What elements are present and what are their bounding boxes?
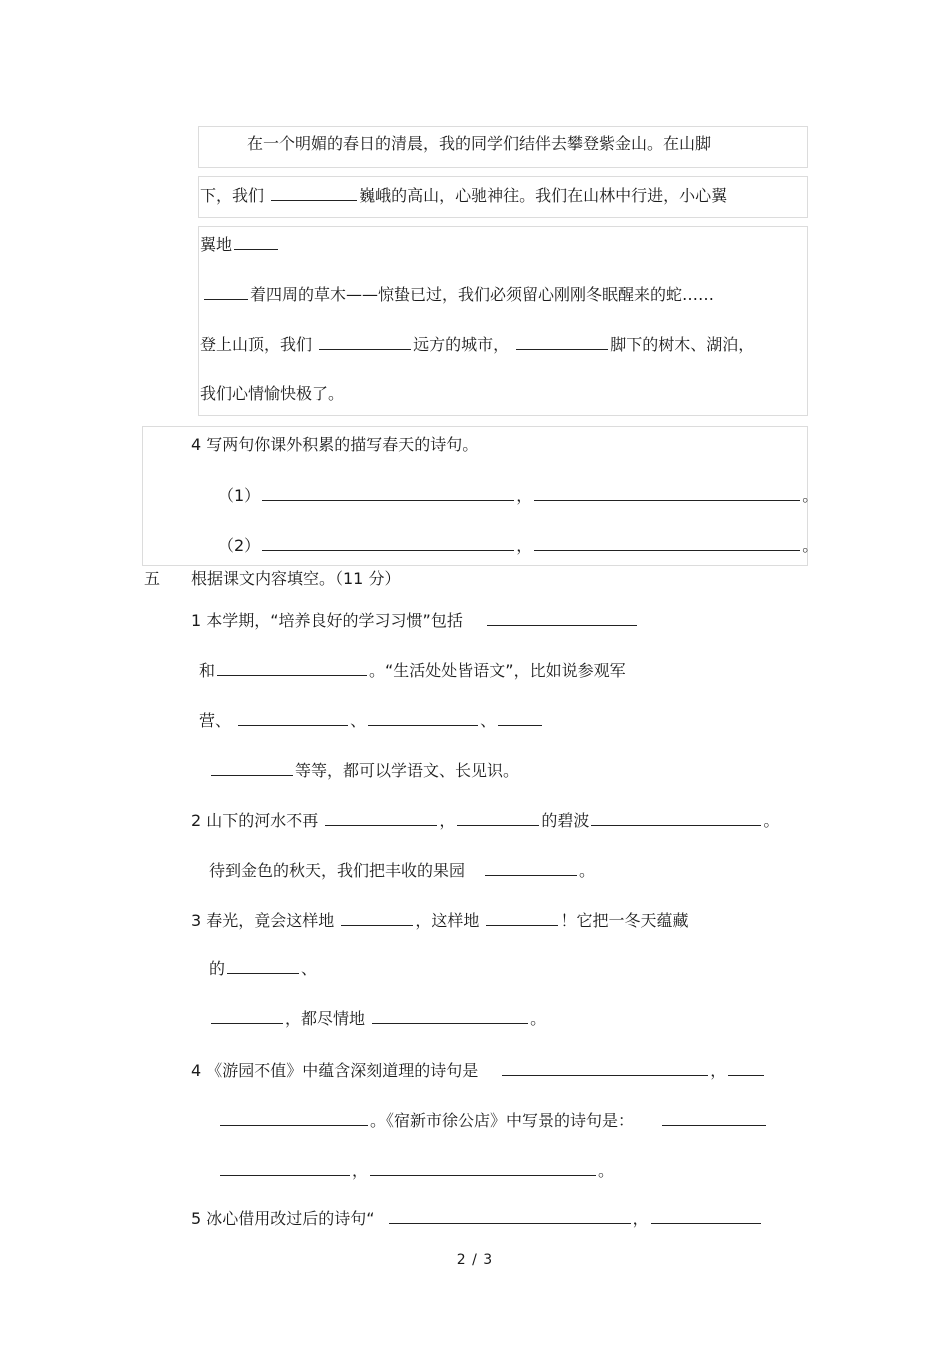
answer-blank[interactable] <box>238 709 348 726</box>
answer-blank[interactable] <box>217 659 367 676</box>
answer-blank[interactable] <box>372 1007 528 1024</box>
passage-line-5: 登上山顶，我们 远方的城市， 脚下的树木、湖泊， <box>200 335 755 354</box>
s5-q2-line-1: 2 山下的河水不再 ， 的碧波 。 <box>191 811 780 830</box>
answer-blank[interactable] <box>220 1109 368 1126</box>
q4-item-2: （2） ， 。 <box>218 536 819 555</box>
s5-q1-line-3: 营、 、 、 <box>199 709 544 732</box>
answer-blank[interactable] <box>262 534 514 551</box>
answer-blank[interactable] <box>498 709 542 726</box>
s5-q4-line-3: ， 。 <box>218 1159 614 1182</box>
s5-q4-line-1: 4 《游园不值》中蕴含深刻道理的诗句是 ， <box>191 1059 766 1082</box>
answer-blank[interactable] <box>211 759 293 776</box>
s5-q1-line-1: 1 本学期，“培养良好的学习习惯”包括 <box>191 609 639 632</box>
answer-blank[interactable] <box>319 333 411 350</box>
answer-blank[interactable] <box>662 1109 766 1126</box>
answer-blank[interactable] <box>486 909 558 926</box>
answer-blank[interactable] <box>368 709 478 726</box>
answer-blank[interactable] <box>341 909 413 926</box>
answer-blank[interactable] <box>457 809 539 826</box>
s5-q5-line-1: 5 冰心借用改过后的诗句“ ， <box>191 1207 763 1230</box>
answer-blank[interactable] <box>262 484 514 501</box>
answer-blank[interactable] <box>220 1159 350 1176</box>
answer-blank[interactable] <box>227 957 299 974</box>
s5-q3-line-3: ，都尽情地 。 <box>209 1007 546 1030</box>
answer-blank[interactable] <box>485 859 577 876</box>
page-number: 2 / 3 <box>456 1252 494 1268</box>
answer-blank[interactable] <box>211 1007 283 1024</box>
answer-blank[interactable] <box>487 609 637 626</box>
answer-blank[interactable] <box>516 333 608 350</box>
s5-q4-line-2: 。《宿新市徐公店》中写景的诗句是： <box>218 1109 768 1132</box>
answer-blank[interactable] <box>728 1059 764 1076</box>
s5-q3-line-2: 的 、 <box>209 959 318 978</box>
answer-blank[interactable] <box>370 1159 596 1176</box>
q4-prompt: 4 写两句你课外积累的描写春天的诗句。 <box>191 435 479 454</box>
answer-blank[interactable] <box>534 484 800 501</box>
s5-q1-line-2: 和 。“生活处处皆语文”，比如说参观军 <box>199 661 626 680</box>
s5-q3-line-1: 3 春光，竟会这样地 ，这样地 ！它把一冬天蕴藏 <box>191 911 689 930</box>
answer-blank[interactable] <box>234 233 278 250</box>
answer-blank[interactable] <box>204 283 248 300</box>
answer-blank[interactable] <box>591 809 761 826</box>
passage-line-4: 着四周的草木——惊蛰已过，我们必须留心刚刚冬眠醒来的蛇…… <box>202 283 714 306</box>
answer-blank[interactable] <box>389 1207 631 1224</box>
passage-line-3: 翼地 <box>200 233 280 256</box>
s5-q1-line-4: 等等，都可以学语文、长见识。 <box>209 759 519 782</box>
answer-blank[interactable] <box>651 1207 761 1224</box>
answer-blank[interactable] <box>271 184 357 201</box>
section-title: 根据课文内容填空。（11 分） <box>191 569 401 588</box>
answer-blank[interactable] <box>502 1059 708 1076</box>
q4-item-1: （1） ， 。 <box>218 486 819 505</box>
passage-line-2: 下，我们 巍峨的高山，心驰神往。我们在山林中行进，小心翼 <box>200 186 728 205</box>
s5-q2-line-2: 待到金色的秋天，我们把丰收的果园 。 <box>209 861 596 880</box>
answer-blank[interactable] <box>534 534 800 551</box>
passage-line-1: 在一个明媚的春日的清晨，我的同学们结伴去攀登紫金山。在山脚 <box>247 134 712 153</box>
section-number: 五 <box>144 569 161 588</box>
passage-line-6: 我们心情愉快极了。 <box>200 384 345 403</box>
answer-blank[interactable] <box>325 809 437 826</box>
